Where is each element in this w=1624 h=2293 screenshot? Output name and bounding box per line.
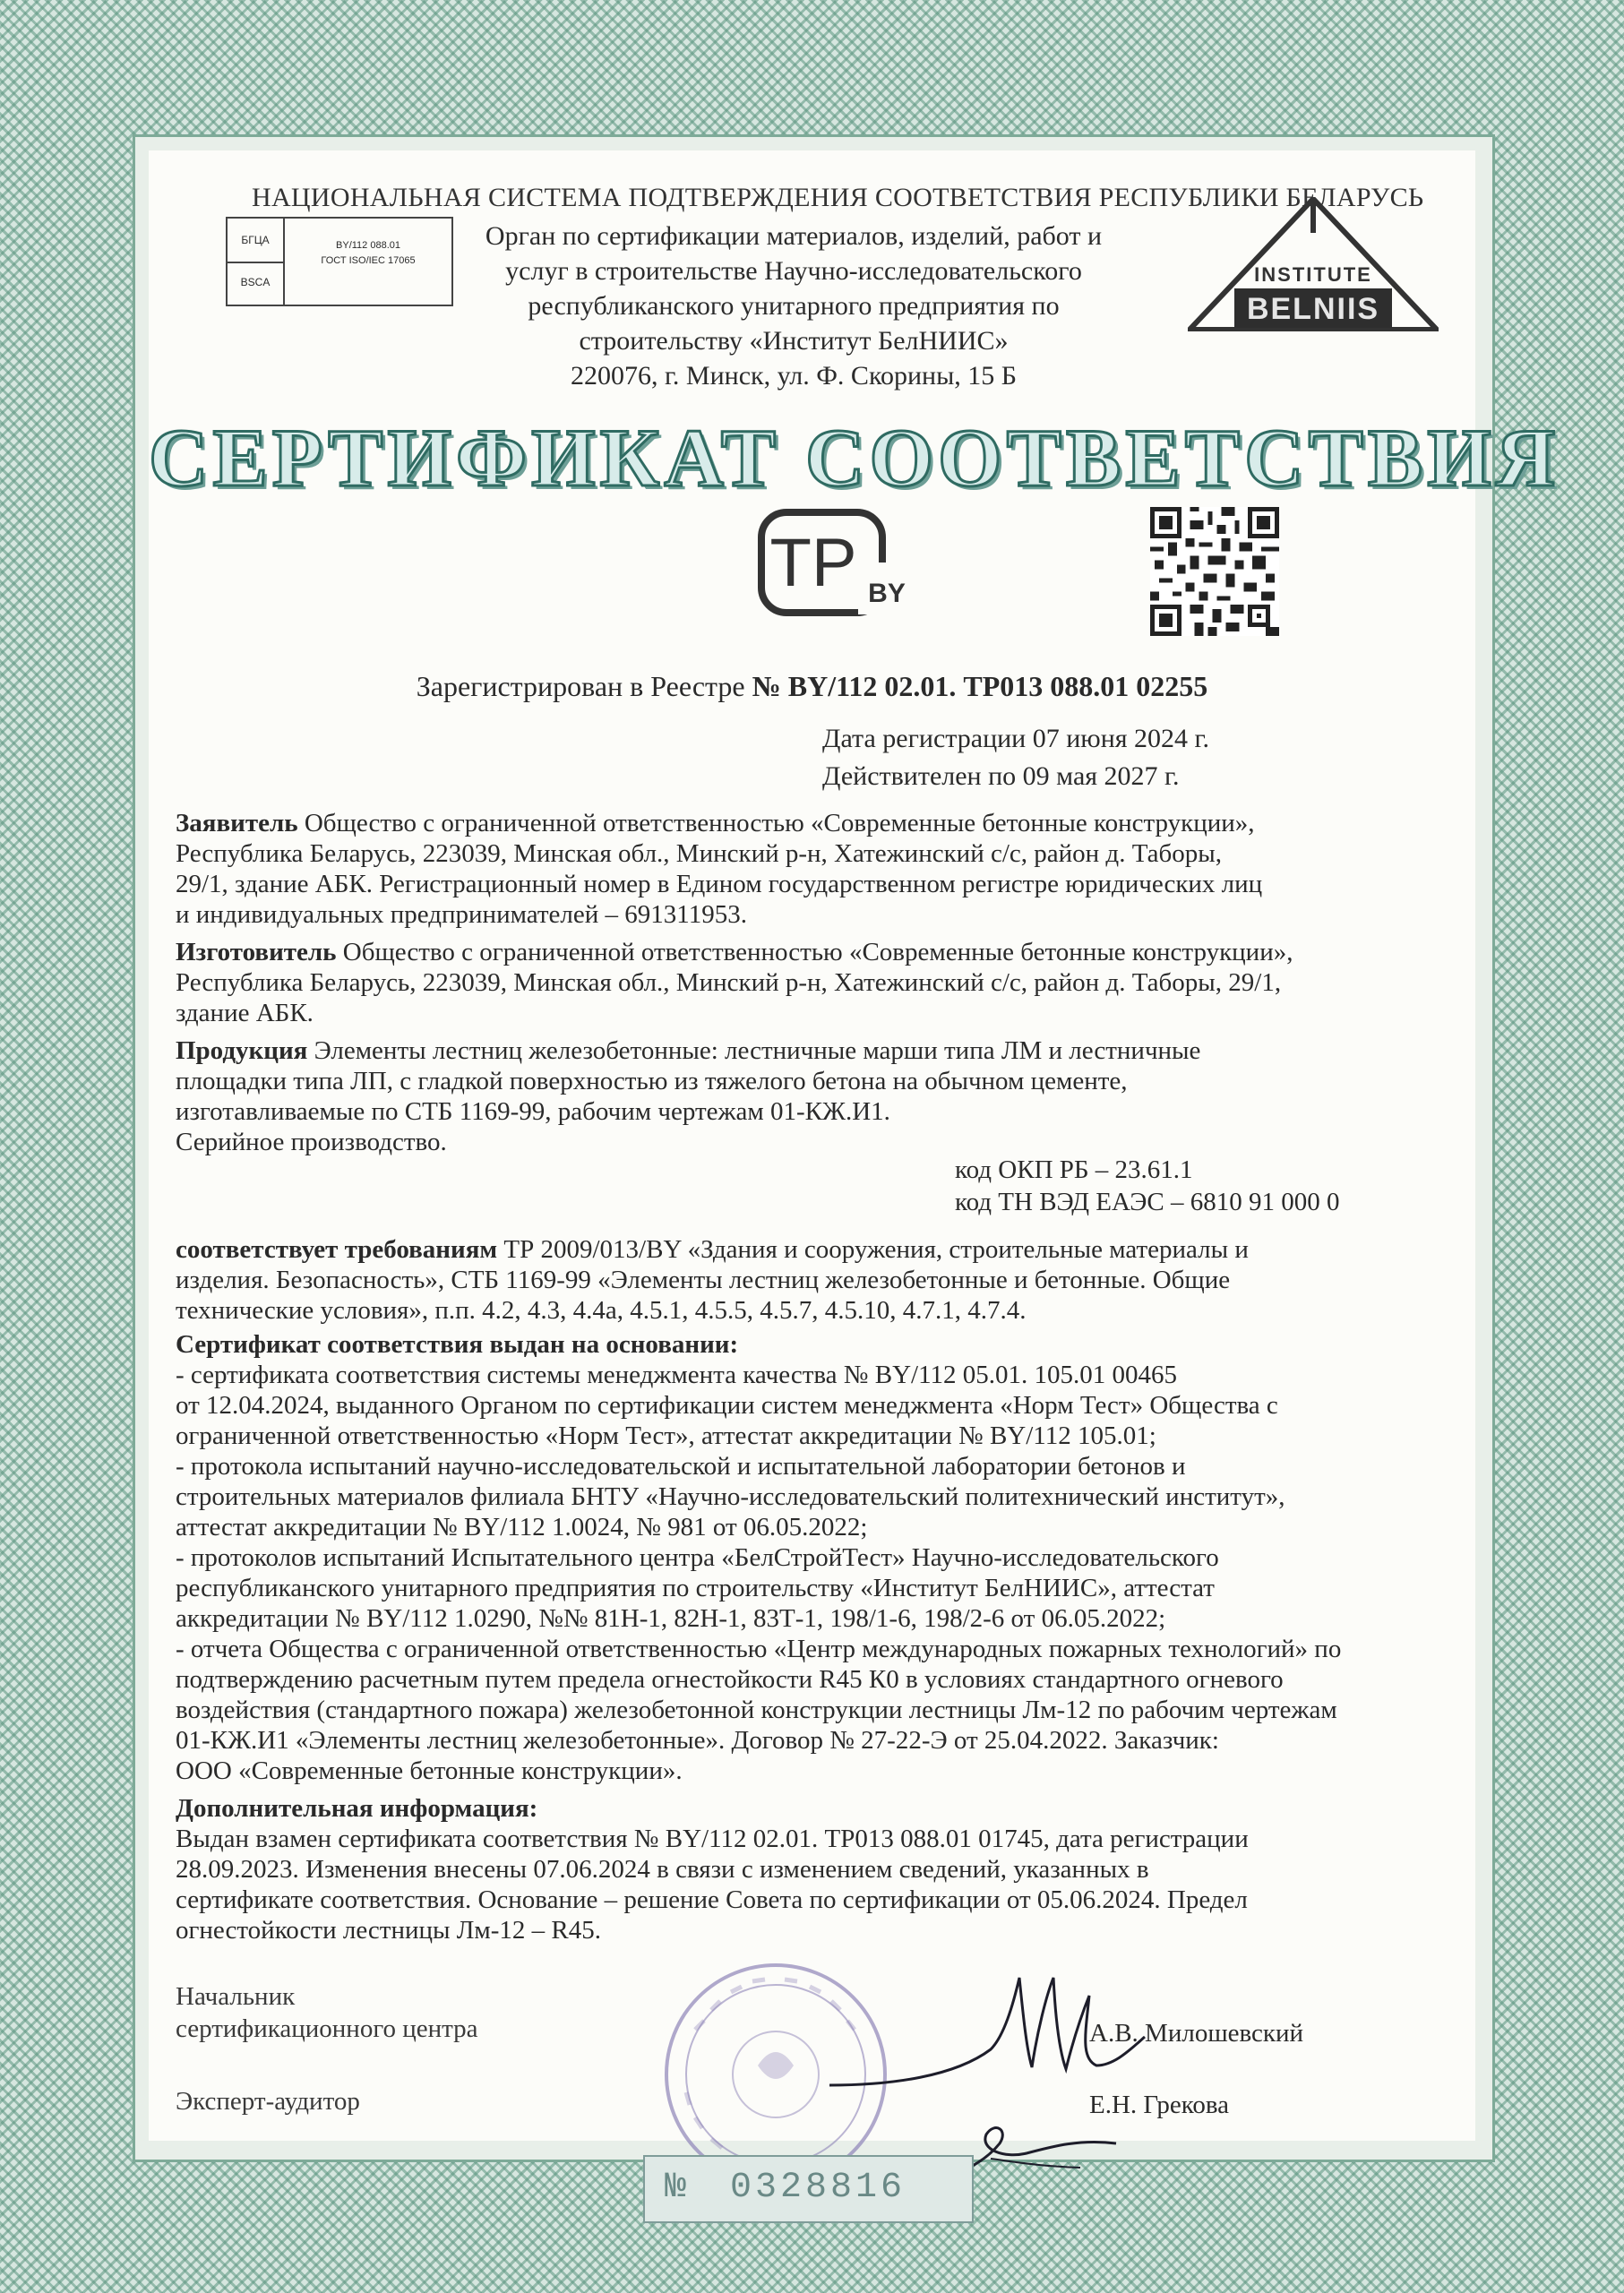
tr-mark-main: TP — [769, 525, 857, 601]
basis-line: воздействия (стандартного пожара) железобетонной конструкции лестницы Лм-12 по рабочим чертежам — [176, 1696, 1337, 1724]
applicant-label: Заявитель — [176, 809, 298, 837]
manufacturer-line: Общество с ограниченной ответственностью «Современные бетонные конструкции», — [342, 938, 1293, 966]
body-line: услуг в строительстве Научно-исследовательского — [505, 256, 1082, 286]
tr-by-mark — [758, 509, 915, 616]
body-line: 220076, г. Минск, ул. Ф. Скорины, 15 Б — [570, 361, 1017, 391]
basis-line: - отчета Общества с ограниченной ответственностью «Центр международных пожарных технологий» по — [176, 1635, 1342, 1663]
basis-line: аккредитации № BY/112 1.0290, №№ 81Н-1, 82Н-1, 83Т-1, 198/1-6, 198/2-6 от 06.05.2022; — [176, 1604, 1166, 1633]
compliance-label: соответствует требованиям — [176, 1235, 498, 1264]
registry-number: № BY/112 02.01. ТР013 088.01 02255 — [752, 670, 1208, 702]
tnved-code: код ТН ВЭД ЕАЭС – 6810 91 000 0 — [955, 1188, 1340, 1216]
logo-top-text: INSTITUTE — [1254, 263, 1372, 286]
head-title-line: Начальник — [176, 1982, 296, 2011]
additional-heading: Дополнительная информация: — [176, 1794, 538, 1823]
serial-prefix: № — [665, 2168, 689, 2208]
manufacturer-line: Республика Беларусь, 223039, Минская обл., Минский р-н, Хатежинский с/с, район д. Таборы, 29/1, — [176, 968, 1282, 997]
basis-line: ограниченной ответственностью «Норм Тест», аттестат аккредитации № BY/112 105.01; — [176, 1421, 1156, 1450]
product-section — [176, 1035, 1456, 1157]
accreditation-mark-top: БГЦА — [228, 219, 283, 263]
logo-bottom-text: BELNIIS — [1246, 292, 1380, 326]
body-line: республиканского унитарного предприятия по — [528, 291, 1060, 321]
basis-line: 01-КЖ.И1 «Элементы лестниц железобетонные». Договор № 27-22-Э от 25.04.2022. Заказчик: — [176, 1726, 1219, 1755]
system-title: НАЦИОНАЛЬНАЯ СИСТЕМА ПОДТВЕРЖДЕНИЯ СООТВЕТСТВИЯ РЕСПУБЛИКИ БЕЛАРУСЬ — [252, 183, 1424, 212]
manufacturer-label: Изготовитель — [176, 938, 337, 966]
accreditation-mark — [226, 217, 453, 306]
basis-section — [176, 1329, 1456, 1786]
additional-line: огнестойкости лестницы Лм-12 – R45. — [176, 1916, 602, 1945]
basis-line: строительных материалов филиала БНТУ «Научно-исследовательский политехнический институт», — [176, 1482, 1285, 1511]
compliance-line: технические условия», п.п. 4.2, 4.3, 4.4а, 4.5.1, 4.5.5, 4.5.7, 4.5.10, 4.7.1, 4.7.4. — [176, 1296, 1027, 1325]
compliance-line: изделия. Безопасность», СТБ 1169-99 «Элементы лестниц железобетонные и бетонные. Общие — [176, 1266, 1231, 1294]
manufacturer-line: здание АБК. — [176, 999, 314, 1027]
basis-heading: Сертификат соответствия выдан на основании: — [176, 1330, 739, 1359]
manufacturer-section — [176, 937, 1456, 1028]
certificate-title: СЕРТИФИКАТ СООТВЕТСТВИЯ — [149, 412, 1560, 503]
tr-mark-sub: BY — [868, 579, 906, 608]
okp-code: код ОКП РБ – 23.61.1 — [955, 1155, 1193, 1184]
applicant-section — [176, 808, 1456, 930]
certification-body — [453, 219, 1134, 393]
additional-line: сертификате соответствия. Основание – решение Совета по сертификации от 05.06.2024. Предел — [176, 1885, 1248, 1914]
registration-date: Дата регистрации 07 июня 2024 г. — [822, 724, 1209, 753]
basis-line: подтверждению расчетным путем предела огнестойкости R45 К0 в условиях стандартного огневого — [176, 1665, 1284, 1694]
applicant-line: Республика Беларусь, 223039, Минская обл., Минский р-н, Хатежинский с/с, район д. Таборы, — [176, 839, 1223, 868]
production-type: Серийное производство. — [176, 1128, 447, 1156]
product-line: Элементы лестниц железобетонные: лестничные марши типа ЛМ и лестничные — [314, 1036, 1201, 1065]
expert-title: Эксперт-аудитор — [176, 2087, 360, 2116]
basis-line: республиканского унитарного предприятия по строительству «Институт БелНИИС», аттестат — [176, 1574, 1215, 1602]
compliance-section — [176, 1234, 1456, 1326]
accreditation-standard: ГОСТ ISO/IEC 17065 — [321, 255, 416, 266]
qr-code — [1150, 507, 1279, 636]
applicant-line: и индивидуальных предпринимателей – 691311953. — [176, 900, 747, 929]
accreditation-number: BY/112 088.01 — [336, 240, 400, 251]
additional-info-section — [176, 1793, 1456, 1945]
basis-line: ООО «Современные бетонные конструкции». — [176, 1756, 683, 1785]
head-title-line: сертификационного центра — [176, 2014, 478, 2043]
basis-line: - протокола испытаний научно-исследовательской и испытательной лаборатории бетонов и — [176, 1452, 1186, 1481]
belniis-logo — [1188, 197, 1439, 331]
product-label: Продукция — [176, 1036, 308, 1065]
registry-line — [149, 670, 1475, 703]
additional-line: Выдан взамен сертификата соответствия № BY/112 02.01. ТР013 088.01 01745, дата регистрации — [176, 1825, 1249, 1853]
body-line: строительству «Институт БелНИИС» — [579, 326, 1009, 356]
basis-line: - сертификата соответствия системы менеджмента качества № BY/112 05.01. 105.01 00465 — [176, 1361, 1177, 1389]
registry-prefix: Зарегистрирован в Реестре — [416, 670, 745, 702]
basis-line: аттестат аккредитации № BY/112 1.0024, № 981 от 06.05.2022; — [176, 1513, 868, 1542]
accreditation-mark-bottom: BSCA — [240, 276, 271, 288]
additional-line: 28.09.2023. Изменения внесены 07.06.2024 в связи с изменением сведений, указанных в — [176, 1855, 1149, 1884]
valid-until: Действителен по 09 мая 2027 г. — [822, 761, 1180, 791]
serial-number-box — [643, 2155, 974, 2223]
applicant-line: Общество с ограниченной ответственностью «Современные бетонные конструкции», — [304, 809, 1255, 837]
product-line: изготавливаемые по СТБ 1169-99, рабочим чертежам 01-КЖ.И1. — [176, 1097, 890, 1126]
basis-line: от 12.04.2024, выданного Органом по сертификации систем менеджмента «Норм Тест» Общества с — [176, 1391, 1278, 1420]
certificate-paper — [149, 150, 1560, 2208]
head-title — [176, 1980, 478, 2045]
compliance-line: ТР 2009/013/BY «Здания и сооружения, строительные материалы и — [503, 1235, 1249, 1264]
body-line: Орган по сертификации материалов, изделий, работ и — [485, 221, 1103, 251]
serial-number: 0328816 — [730, 2168, 907, 2208]
basis-line: - протоколов испытаний Испытательного центра «БелСтройТест» Научно-исследовательского — [176, 1543, 1219, 1572]
product-line: площадки типа ЛП, с гладкой поверхностью из тяжелого бетона на обычном цементе, — [176, 1067, 1128, 1095]
expert-name: Е.Н. Грекова — [1089, 2091, 1230, 2119]
applicant-line: 29/1, здание АБК. Регистрационный номер в Едином государственном регистре юридических лиц — [176, 870, 1263, 898]
head-name: А.В. Милошевский — [1089, 2019, 1304, 2048]
